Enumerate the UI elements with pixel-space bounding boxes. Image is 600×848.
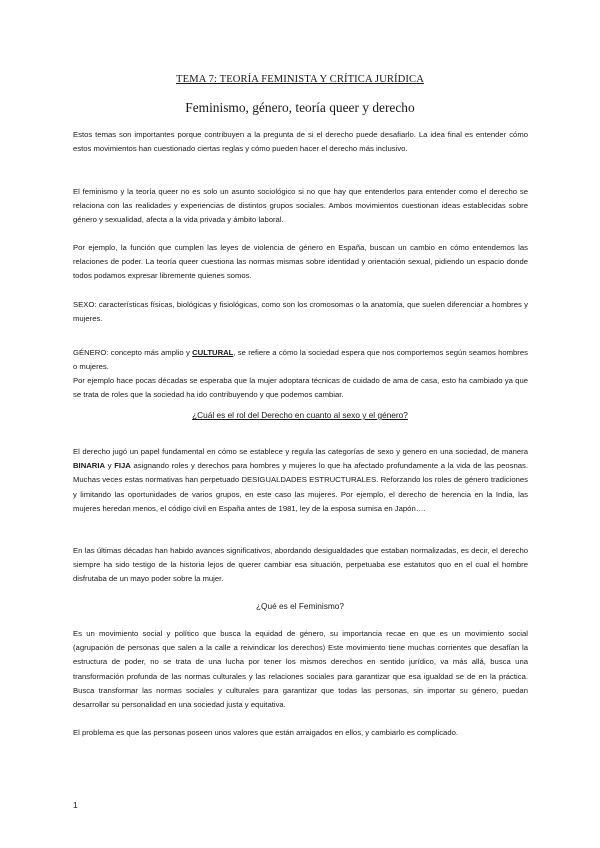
feminism-definition-paragraph: Es un movimiento social y político que busca la equidad de género, su importancia recae en que es un movimiento social (agrupación de personas que salen a la calle a reivindicar los derechos) Este movimiento tiene muchas corrientes que desafían la estructura de poder, no se trata de una lucha por tener los mismos derechos en sentido jurídico, va más allá, busca una transformación profunda de las normas culturales y las relaciones sociales para garantizar que esa igualdad se de en la práctica. Busca transformar las normas sociales y culturales para garantizar que todas las personas, sin importar su género, puedan desarrollar su personalidad en una sociedad justa y equitativa. <box>73 629 528 710</box>
fija-term: FIJA <box>114 461 131 471</box>
document-subtitle: Feminismo, género, teoría queer y derecho <box>185 100 415 115</box>
gender-definition-rest: , se refiere a cómo la sociedad espera que nos comportemos según seamos hombres o mujeres. <box>73 348 528 372</box>
section-heading-law-role: ¿Cuál es el rol del Derecho en cuanto al sexo y el género? <box>192 410 408 420</box>
sex-definition-paragraph: SEXO: características físicas, biológicas y fisiológicas, como son los cromosomas o la anatomía, que suelen diferenciar a hombres y mujeres. <box>73 300 528 324</box>
binaria-term: BINARIA <box>73 461 106 471</box>
closing-paragraph: El problema es que las personas poseen unos valores que están arraigados en ellos, y cambiarlo es complicado. <box>73 728 459 737</box>
example-paragraph: Por ejemplo, la función que cumplen las leyes de violencia de género en España, buscan un cambio en cómo entendemos las relaciones de poder. La teoría queer cuestiona las normas mismas sobre identidad y orientación sexual, pidiendo un espacio donde todos podamos expresar libremente quienes somos. <box>73 243 528 281</box>
law-role-rest: asignando roles y derechos para hombres y mujeres lo que ha afectado profundamente a la vida de las peosnas. Muchas veces estas normativas han perpetuado DESIGUALDADES ESTRUCTURALES. Reforzando los roles de género tradiciones y limitando las oportunidades de varios grupos, en este caso las mujeres. Por ejemplo, el derecho de herencia en la India, las mujeres heredan menos, el código civil en España antes de 1981, ley de la esposa sumisa en Japón…. <box>73 461 528 513</box>
gender-definition-text: GÉNERO: concepto más amplio y <box>73 348 193 357</box>
page-number: 1 <box>73 800 78 810</box>
law-role-text: El derecho jugó un papel fundamental en cómo se establece y regula las categorías de sexo y genero en una sociedad, de manera <box>73 447 528 456</box>
law-role-paragraph <box>73 445 528 516</box>
gender-example-paragraph: Por ejemplo hace pocas décadas se esperaba que la mujer adoptara técnicas de cuidado de ama de casa, esto ha cambiado ya que se trata de roles que la sociedad ha ido contribuyendo y que podemos cambiar. <box>73 376 528 400</box>
queer-theory-paragraph: El feminismo y la teoría queer no es solo un asunto sociológico si no que hay que entenderlos para entender como el derecho se relaciona con las realidades y experiencias de distintos grupos sociales. Ambos movimientos cuestionan ideas establecidas sobre género y sexualidad, afecta a la vida privada y ámbito laboral. <box>73 187 528 225</box>
gender-definition-paragraph <box>73 346 528 374</box>
intro-paragraph: Estos temas son importantes porque contribuyen a la pregunta de si el derecho puede desafiarlo. La idea final es entender cómo estos movimientos han cuestionado ciertas reglas y cómo pueden hacer el derecho más inclusivo. <box>73 130 528 154</box>
recent-advances-paragraph: En las últimas décadas han habido avances significativos, abordando desigualdades que estaban normalizadas, es decir, el derecho siempre ha sido testigo de la historia lejos de querer cambiar esa situación, perpetuaba ese estatutos quo en el cual el hombre disfrutaba de un mayo poder sobre la mujer. <box>73 546 528 584</box>
document-title: TEMA 7: TEORÍA FEMINISTA Y CRÍTICA JURÍDICA <box>176 74 424 85</box>
cultural-term: CULTURAL <box>192 348 234 357</box>
section-heading-feminism: ¿Qué es el Feminismo? <box>255 601 345 611</box>
law-role-connector: y <box>105 461 115 471</box>
